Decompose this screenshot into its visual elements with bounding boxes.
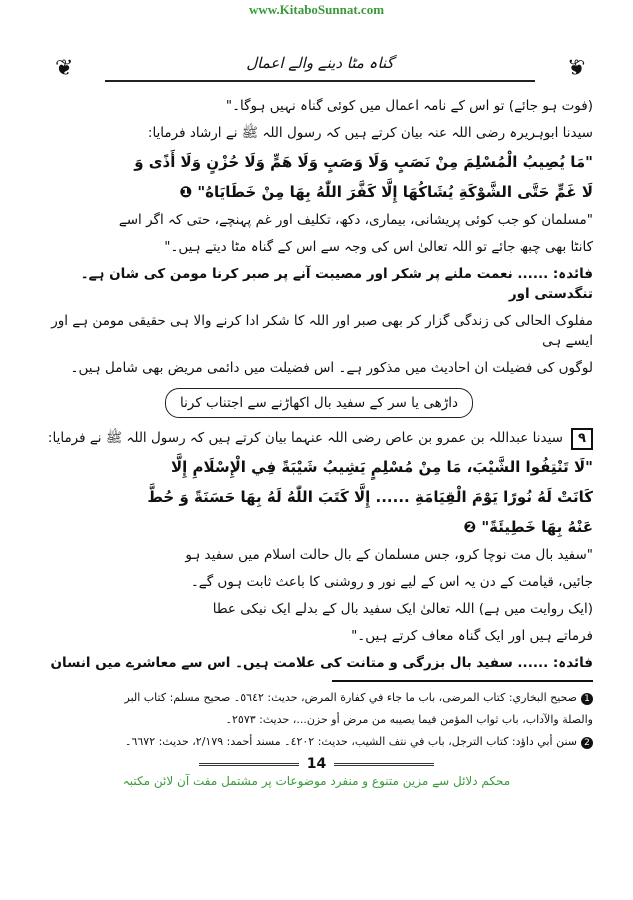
page-body — [45, 96, 593, 750]
footer-tagline: محکم دلائل سے مزین متنوع و منفرد موضوعات پر مشتمل مفت آن لائن مکتبہ — [122, 774, 511, 788]
text-line: سیدنا ابوہریرہ رضی اللہ عنہ بیان کرتے ہیں کہ رسول اللہ ﷺ نے ارشاد فرمایا: — [147, 125, 593, 141]
page-number-row — [0, 756, 633, 772]
footnote-text: والصلة والآداب، باب ثواب المؤمن فيما يصيبه من مرض أو حزن...، حديث: ٢٥٧٣۔ — [225, 713, 593, 726]
ornament-right-icon: ❦ — [566, 56, 585, 81]
running-header-title: گناہ مٹا دینے والے اعمال — [246, 54, 394, 72]
page-number-rule — [199, 763, 299, 766]
translation-line: کانٹا بھی چبھ جائے تو اللہ تعالیٰ اس کی وجہ سے اس کے گناہ مٹا دیتے ہیں۔" — [164, 239, 593, 255]
footnote-text: سنن أبي داؤد: كتاب الترجل، باب في نتف الشيب، حديث: ٤٢٠٢۔ مسند أحمد: ٢/١٧٩، حديث: ٦٦٧٢۔ — [125, 735, 577, 748]
arabic-hadith-line: كَانَتْ لَهُ نُورًا يَوْمَ الْقِيَامَةِ ...... إِلَّا كَتَبَ اللّٰهُ لَهُ بِهَا حَسَنَةً وَ حُطَّ — [147, 488, 593, 506]
page-number: 14 — [306, 756, 327, 772]
benefit-line: فائدہ: ...... نعمت ملنے پر شکر اور مصیبت آنے پر صبر کرنا مومن کی شان ہے۔ تنگدستی اور — [80, 266, 593, 302]
footnote — [45, 690, 593, 706]
translation-line: فرماتے ہیں اور ایک گناہ معاف کرتے ہیں۔" — [351, 628, 593, 644]
ornament-left-icon: ❦ — [55, 56, 74, 81]
footnote — [45, 734, 593, 750]
benefit-line: مفلوک الحالی کی زندگی گزار کر بھی صبر اور اللہ کا شکر ادا کرنے والا ہی حقیقی مومن ہے اور ایسے ہی — [51, 313, 593, 349]
benefit-line: فائدہ: ...... سفید بال بزرگی و متانت کی علامت ہیں۔ اس سے معاشرے میں انسان — [50, 655, 593, 671]
running-header — [55, 52, 585, 88]
hadith-number-badge: ٩ — [571, 428, 593, 450]
header-divider — [105, 80, 535, 82]
benefit-line: لوگوں کی فضیلت ان احادیث میں مذکور ہے۔ اس فضیلت میں دائمی مریض بھی شامل ہیں۔ — [70, 360, 593, 376]
hadith-intro-row — [45, 428, 593, 455]
translation-line: "مسلمان کو جب کوئی پریشانی، بیماری، دکھ، تکلیف اور غم پہنچے، حتی کہ اگر اسے — [118, 212, 593, 228]
translation-line: (ایک روایت میں ہے) اللہ تعالیٰ ایک سفید بال کے بدلے ایک نیکی عطا — [212, 601, 593, 617]
translation-line: جائیں، قیامت کے دن یہ اس کے لیے نور و روشنی کا باعث ثابت ہوں گے۔ — [190, 574, 593, 590]
footnote — [45, 712, 593, 728]
page-number-rule — [334, 763, 434, 766]
arabic-hadith-line: "لَا تَنْتِفُوا الشَّيْبَ، مَا مِنْ مُسْلِمٍ يَشِيبُ شَيْبَةً فِي الْإِسْلَامِ إِلَّا — [170, 458, 593, 476]
section-heading: داڑھی یا سر کے سفید بال اکھاڑنے سے اجتناب کرنا — [165, 388, 473, 418]
arabic-hadith-line: "مَا يُصِيبُ الْمُسْلِمَ مِنْ نَصَبٍ وَلَا وَصَبٍ وَلَا هَمٍّ وَلَا حُزْنٍ وَلَا أَذًى وَ — [134, 153, 593, 171]
text-line: (فوت ہو جائے) تو اس کے نامہ اعمال میں کوئی گناہ نہیں ہوگا۔" — [225, 98, 593, 114]
translation-line: "سفید بال مت نوچا کرو، جس مسلمان کے بال حالت اسلام میں سفید ہو — [185, 547, 593, 563]
arabic-hadith-line: عَنْهُ بِهَا خَطِيئَةً" ❷ — [463, 518, 593, 536]
footnote-divider — [332, 680, 593, 682]
watermark-url: www.KitaboSunnat.com — [248, 2, 385, 17]
arabic-hadith-line: لَا غَمٍّ حَتَّى الشَّوْكَةِ يُشَاكُهَا إِلَّا كَفَّرَ اللّٰهُ بِهَا مِنْ خَطَايَاهُ" ❶ — [179, 183, 593, 201]
section-heading-wrap — [45, 388, 593, 418]
footnote-number: 1 — [581, 693, 593, 705]
text-line: سیدنا عبداللہ بن عمرو بن عاص رضی اللہ عنہما بیان کرتے ہیں کہ رسول اللہ ﷺ نے فرمایا: — [47, 430, 563, 446]
footnote-number: 2 — [581, 737, 593, 749]
footnote-text: صحيح البخاري: كتاب المرضى، باب ما جاء في كفارة المرض، حديث: ٥٦٤٢۔ صحيح مسلم: كتاب البر — [124, 691, 577, 704]
